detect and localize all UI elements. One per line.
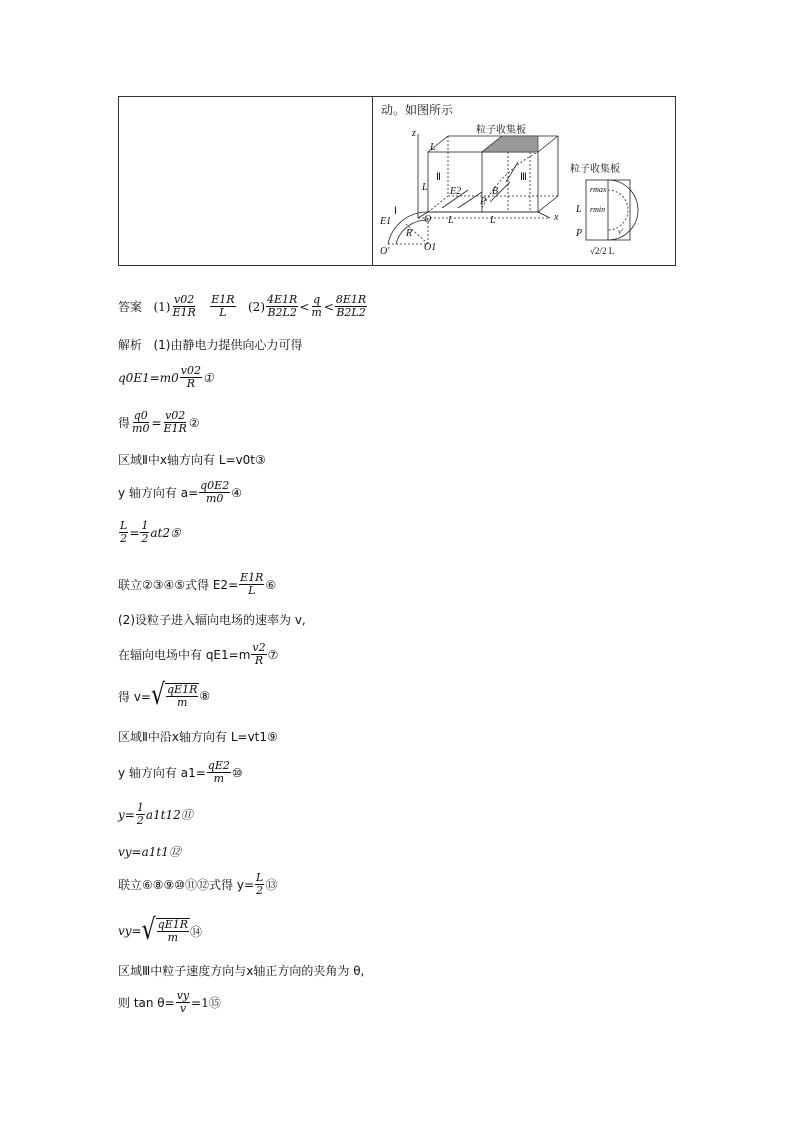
answer-frac-3: $\frac{4E1R}{B2L2}$ — [267, 293, 298, 319]
eq-3: 区域Ⅱ中x轴方向有 L=v0t③ — [118, 453, 266, 467]
fig-label-E1: E1 — [380, 216, 392, 227]
eq16-frac: $\frac{vy}{v}$ — [176, 989, 190, 1015]
fig-label-P2: P — [576, 228, 583, 239]
eq8-sqrt: √ $\frac{qE1R}{m}$ — [150, 679, 198, 712]
eq4-pre: y 轴方向有 a= — [118, 486, 199, 500]
eq10-tag: ⑩ — [231, 765, 243, 780]
eq16-pre: 则 tan θ= — [118, 996, 175, 1010]
eq-4 — [118, 480, 242, 505]
eq-6 — [118, 572, 276, 597]
eq2-frac-1: $\frac{q0}{m0}$ — [132, 409, 150, 435]
fig-axis-z: z — [412, 128, 416, 139]
fig-label-collector: 粒子收集板 — [476, 125, 526, 136]
eq14-pre: vy= — [118, 924, 142, 938]
eq2-tag: ② — [188, 415, 200, 430]
eq7-pre: 在辐向电场中有 qE1=m — [118, 648, 251, 662]
answer-frac-1: $\frac{v02}{E1R}$ — [172, 293, 196, 319]
eq11-frac: $\frac{1}{2}$ — [136, 801, 144, 827]
eq-13 — [118, 872, 277, 897]
answer-frac-2: $\frac{E1R}{L}$ — [211, 293, 235, 319]
eq-7 — [118, 642, 278, 667]
fig-label-rmin: rmin — [590, 205, 606, 214]
eq6-tag: ⑥ — [265, 577, 277, 592]
eq2-frac-2: $\frac{v02}{E1R}$ — [163, 409, 187, 435]
fig-label-Oprime: O′ — [380, 246, 390, 257]
answer-lt-1: < — [299, 299, 310, 314]
eq7-frac: $\frac{v2}{R}$ — [252, 641, 266, 667]
eq6-pre: 联立②③④⑤式得 E2= — [118, 578, 239, 592]
eq7-tag: ⑦ — [267, 647, 279, 662]
continued-text: 动。如图所示 — [381, 103, 454, 117]
eq5-frac-2: $\frac{1}{2}$ — [141, 519, 149, 545]
analysis-intro-text: (1)由静电力提供向心力可得 — [153, 338, 303, 352]
eq5-equals: = — [129, 525, 140, 540]
eq-10 — [118, 760, 243, 785]
eq14-sqrt: √ $\frac{qE1R}{m}$ — [141, 914, 189, 947]
analysis-label: 解析 — [118, 338, 143, 352]
eq-12: vy=a1t1⑫ — [118, 845, 181, 859]
fig-label-L-top: L — [430, 142, 436, 153]
eq-11 — [118, 802, 193, 827]
answer-frac-4: $\frac{q}{m}$ — [311, 293, 322, 319]
eq13-pre: 联立⑥⑧⑨⑩⑪⑫式得 y= — [118, 878, 255, 892]
answer-lt-2: < — [323, 299, 334, 314]
eq-1 — [118, 365, 214, 390]
fig-label-I: Ⅰ — [394, 206, 397, 217]
eq-8 — [118, 679, 211, 712]
eq10-pre: y 轴方向有 a1= — [118, 766, 206, 780]
answer-label: 答案 — [118, 300, 143, 314]
eq2-pre: 得 — [118, 416, 131, 430]
fig-label-L-mid: L — [448, 215, 454, 226]
fig-label-L-right: L — [490, 215, 496, 226]
eq2-equals: = — [151, 415, 162, 430]
eq13-tag: ⑬ — [265, 878, 278, 892]
eq11-right: a1t12⑪ — [145, 808, 193, 822]
eq-9: 区域Ⅱ中沿x轴方向有 L=vt1⑨ — [118, 730, 278, 744]
eq14-tag: ⑭ — [190, 924, 203, 939]
eq-5 — [118, 520, 181, 545]
eq13-frac: $\frac{L}{2}$ — [256, 871, 264, 897]
answer-frac-5: $\frac{8E1R}{B2L2}$ — [335, 293, 367, 319]
fig-label-frac: √2/2 L — [590, 246, 615, 256]
eq10-frac: $\frac{qE2}{m}$ — [207, 759, 230, 785]
physics-figure — [370, 122, 660, 262]
answer-part2-label: (2) — [248, 299, 265, 314]
part2-intro: (2)设粒子进入辐向电场的速率为 v, — [118, 613, 306, 627]
fig-region-II: Ⅱ — [436, 172, 441, 183]
eq-16 — [118, 990, 221, 1015]
fig-label-O: O — [424, 214, 432, 225]
fig-label-P: P — [480, 196, 487, 207]
fig-label-R: R — [406, 228, 413, 239]
eq1-frac: $\frac{v02}{R}$ — [180, 364, 201, 390]
analysis-intro — [118, 336, 302, 353]
eq5-right: at2⑤ — [150, 525, 181, 540]
eq8-tag: ⑧ — [199, 689, 211, 703]
fig-label-collector-side: 粒子收集板 — [570, 164, 620, 175]
fig-label-O1: O1 — [424, 242, 437, 253]
eq-15-intro: 区域Ⅲ中粒子速度方向与x轴正方向的夹角为 θ, — [118, 964, 365, 978]
eq11-pre: y= — [118, 807, 135, 822]
fig-region-III: Ⅲ — [520, 172, 527, 183]
answer-part1-label: (1) — [153, 299, 171, 314]
fig-label-B: B — [492, 186, 499, 197]
eq-14 — [118, 914, 203, 947]
fig-label-vprime: v′ — [618, 227, 624, 236]
eq4-frac: $\frac{q0E2}{m0}$ — [200, 479, 230, 505]
fig-label-rmax: rmax — [590, 185, 607, 194]
eq1-left: q0E1=m0 — [118, 370, 179, 385]
eq16-right: =1⑮ — [191, 996, 221, 1010]
fig-axis-x: x — [554, 212, 559, 223]
fig-label-E2: E2 — [450, 186, 462, 197]
eq-2 — [118, 410, 200, 435]
eq5-frac-1: $\frac{L}{2}$ — [120, 519, 128, 545]
eq4-tag: ④ — [231, 485, 242, 500]
fig-label-L-left: L — [422, 182, 428, 193]
eq8-pre: 得 v= — [118, 689, 151, 704]
eq6-frac: $\frac{E1R}{L}$ — [240, 571, 264, 597]
fig-label-L-side: L — [576, 204, 582, 215]
answer-line — [118, 294, 368, 319]
eq1-tag: ① — [203, 370, 214, 385]
